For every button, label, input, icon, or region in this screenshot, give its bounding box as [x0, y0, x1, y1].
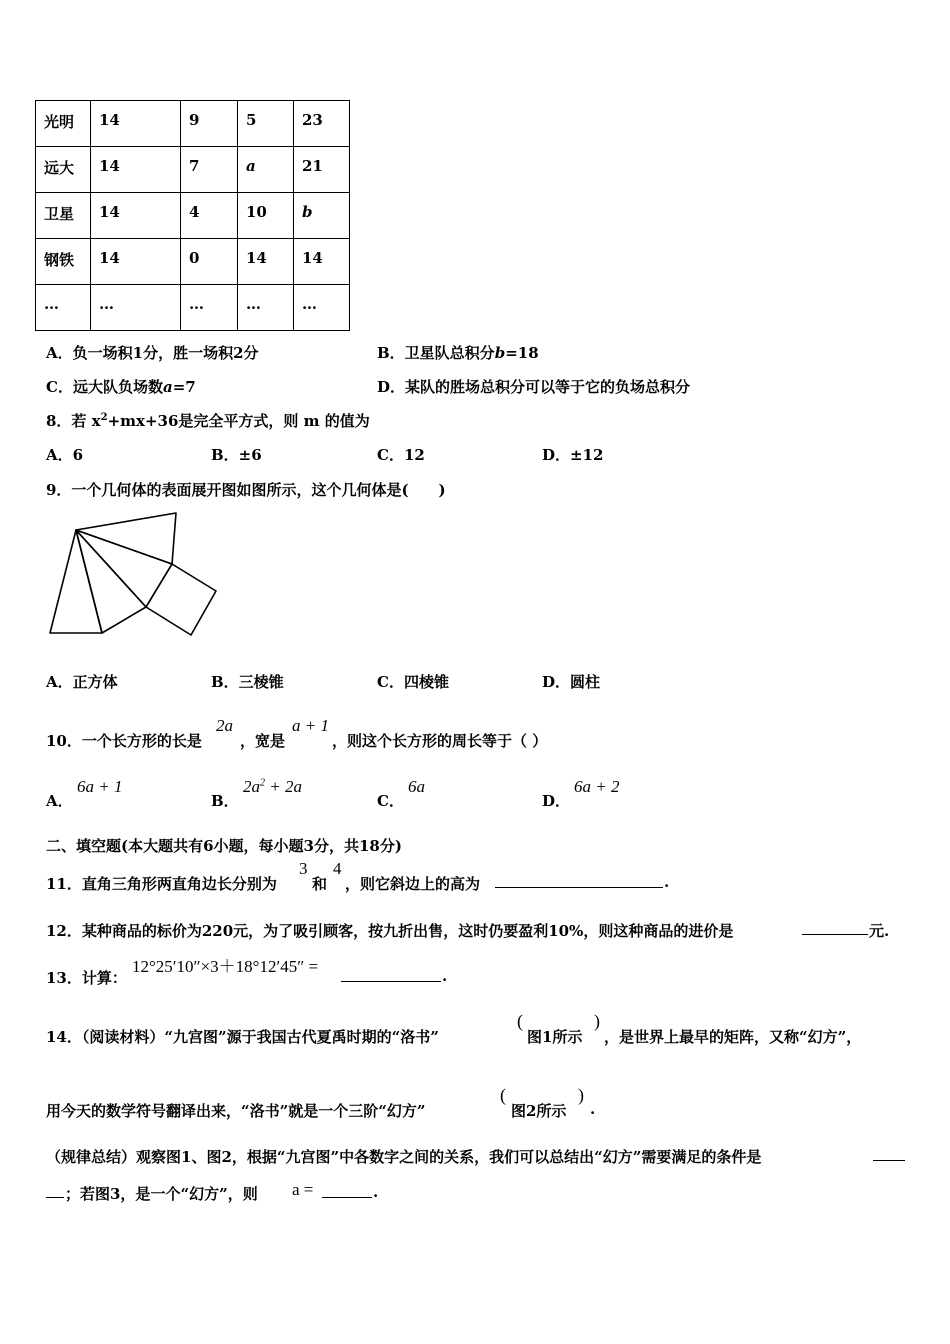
q11-a: 3: [299, 859, 308, 878]
table-cell: 远大: [36, 147, 91, 193]
table-cell: 光明: [36, 101, 91, 147]
q11-b: 4: [333, 859, 342, 878]
net-diagram: [40, 505, 230, 645]
net-face-left: [50, 530, 102, 633]
q9-option-a: A．正方体: [46, 673, 118, 691]
q8-stem-sup: 2: [100, 412, 108, 423]
net-base-square: [146, 564, 216, 635]
q8-stem-pre: 8．若 x: [46, 412, 101, 430]
q13-label: 13．计算：: [46, 969, 127, 987]
q8-option-a: A．6: [46, 446, 84, 464]
q7-option-c: [46, 376, 196, 397]
q10-option-d: 6a + 2: [574, 777, 620, 796]
q14-a-answer-blank[interactable]: [322, 1183, 372, 1198]
q7-option-b-pre: B．卫星队总积分: [377, 344, 495, 362]
table-cell: …: [36, 285, 91, 331]
table-cell: 14: [91, 239, 181, 285]
q10-length: 2a: [216, 716, 233, 735]
q10-stem-2: ，宽是: [240, 732, 286, 750]
table-cell: …: [181, 285, 238, 331]
table-cell: a: [238, 147, 294, 193]
q14-line4-var: a =: [292, 1180, 314, 1199]
q9-stem: 9．一个几何体的表面展开图如图所示，这个几何体是( ): [46, 481, 446, 499]
table-row: [36, 193, 350, 239]
table-row: [36, 147, 350, 193]
q8-option-b: B．±6: [211, 446, 262, 464]
table-cell: 7: [181, 147, 238, 193]
table-cell: …: [238, 285, 294, 331]
table-cell: b: [294, 193, 350, 239]
q13-expression: 12°25′10″×3＋18°12′45″ =: [132, 957, 319, 976]
q10-stem-1: 10．一个长方形的长是: [46, 732, 202, 750]
q11-post: ，则它斜边上的高为: [345, 875, 481, 893]
q14-line3: （规律总结）观察图1、图2，根据“九宫图”中各数字之间的关系，我们可以总结出“幻方”需要满足的条件是: [46, 1148, 762, 1166]
q13-end: .: [442, 967, 448, 985]
q7-option-c-var: a: [162, 378, 173, 396]
q14-condition-blank-b[interactable]: [46, 1183, 64, 1198]
q10-option-c-label: C．: [377, 792, 404, 810]
q10-width: a + 1: [292, 716, 329, 735]
q14-line4-a: ；若图3，是一个“幻方”，则: [65, 1185, 258, 1203]
net-face-mid: [76, 530, 146, 633]
section-heading: 二、填空题(本大题共有6小题，每小题3分，共18分): [46, 837, 402, 855]
q10-option-b-post: + 2a: [265, 777, 302, 796]
table-cell: 10: [238, 193, 294, 239]
q7-option-b-post: =18: [505, 344, 539, 362]
table-row: [36, 285, 350, 331]
q7-option-a: A．负一场积1分，胜一场积2分: [46, 344, 259, 362]
q10-option-b-pre: 2a: [243, 777, 260, 796]
net-face-right: [76, 530, 172, 607]
table-row: [36, 239, 350, 285]
q8-stem-post: +mx+36是完全平方式，则 m 的值为: [107, 412, 370, 430]
table-cell: 14: [91, 101, 181, 147]
table-cell: 9: [181, 101, 238, 147]
q14-fig1: 图1所示: [527, 1028, 583, 1046]
q7-option-b: [377, 342, 539, 363]
q14-fig2: 图2所示: [511, 1102, 567, 1120]
table-cell: 卫星: [36, 193, 91, 239]
q13-answer-blank[interactable]: [341, 967, 441, 982]
q14-lparen-2: (: [500, 1085, 506, 1105]
q14-line1-a: 14．（阅读材料）“九宫图”源于我国古代夏禹时期的“洛书”: [46, 1028, 439, 1046]
q10-option-d-label: D．: [542, 792, 571, 810]
table-cell: 23: [294, 101, 350, 147]
q14-lparen-1: (: [517, 1011, 523, 1031]
q11-pre: 11．直角三角形两直角边长分别为: [46, 875, 277, 893]
q14-rparen-2: ): [578, 1085, 584, 1105]
q7-option-c-post: =7: [172, 378, 196, 396]
table-cell: 21: [294, 147, 350, 193]
q10-option-c: 6a: [408, 777, 425, 796]
q7-option-c-pre: C．远大队负场数: [46, 378, 163, 396]
q14-condition-blank-a[interactable]: [873, 1146, 905, 1161]
q9-option-b: B．三棱锥: [211, 673, 284, 691]
q8-option-c: C．12: [377, 446, 425, 464]
table-cell: …: [91, 285, 181, 331]
q7-option-b-var: b: [494, 344, 506, 362]
q8-option-d: D．±12: [542, 446, 604, 464]
q14-line2-end: .: [590, 1100, 596, 1118]
q10-option-b-label: B．: [211, 792, 239, 810]
table-cell: 14: [238, 239, 294, 285]
table-cell: 5: [238, 101, 294, 147]
q10-option-b-sup: 2: [260, 777, 265, 789]
q8-stem: [46, 410, 370, 431]
q14-rparen-1: ): [594, 1011, 600, 1031]
q9-option-d: D．圆柱: [542, 673, 601, 691]
q11-answer-blank[interactable]: [495, 873, 663, 888]
q10-stem-3: ，则这个长方形的周长等于（ ）: [332, 732, 548, 750]
q10-option-b: [243, 777, 302, 797]
table-row: [36, 101, 350, 147]
q7-option-d: D．某队的胜场总积分可以等于它的负场总积分: [377, 378, 691, 396]
table-cell: …: [294, 285, 350, 331]
table-cell: 4: [181, 193, 238, 239]
q12-end: 元.: [869, 922, 890, 940]
score-table: [35, 100, 350, 331]
net-face-top: [76, 513, 176, 564]
table-cell: 14: [294, 239, 350, 285]
q14-line1-b: ，是世界上最早的矩阵，又称“幻方”，: [604, 1028, 862, 1046]
q11-end: .: [664, 873, 670, 891]
table-cell: 14: [91, 193, 181, 239]
q12-answer-blank[interactable]: [802, 920, 868, 935]
q9-option-c: C．四棱锥: [377, 673, 449, 691]
q10-option-a-label: A．: [46, 792, 73, 810]
table-cell: 钢铁: [36, 239, 91, 285]
table-cell: 14: [91, 147, 181, 193]
q14-line2-a: 用今天的数学符号翻译出来，“洛书”就是一个三阶“幻方”: [46, 1102, 426, 1120]
q12-text: 12．某种商品的标价为220元，为了吸引顾客，按九折出售，这时仍要盈利10%，则这种商品的进价是: [46, 922, 734, 940]
q14-line4-end: .: [373, 1183, 379, 1201]
table-cell: 0: [181, 239, 238, 285]
q11-mid: 和: [312, 875, 328, 893]
q10-option-a: 6a + 1: [77, 777, 123, 796]
